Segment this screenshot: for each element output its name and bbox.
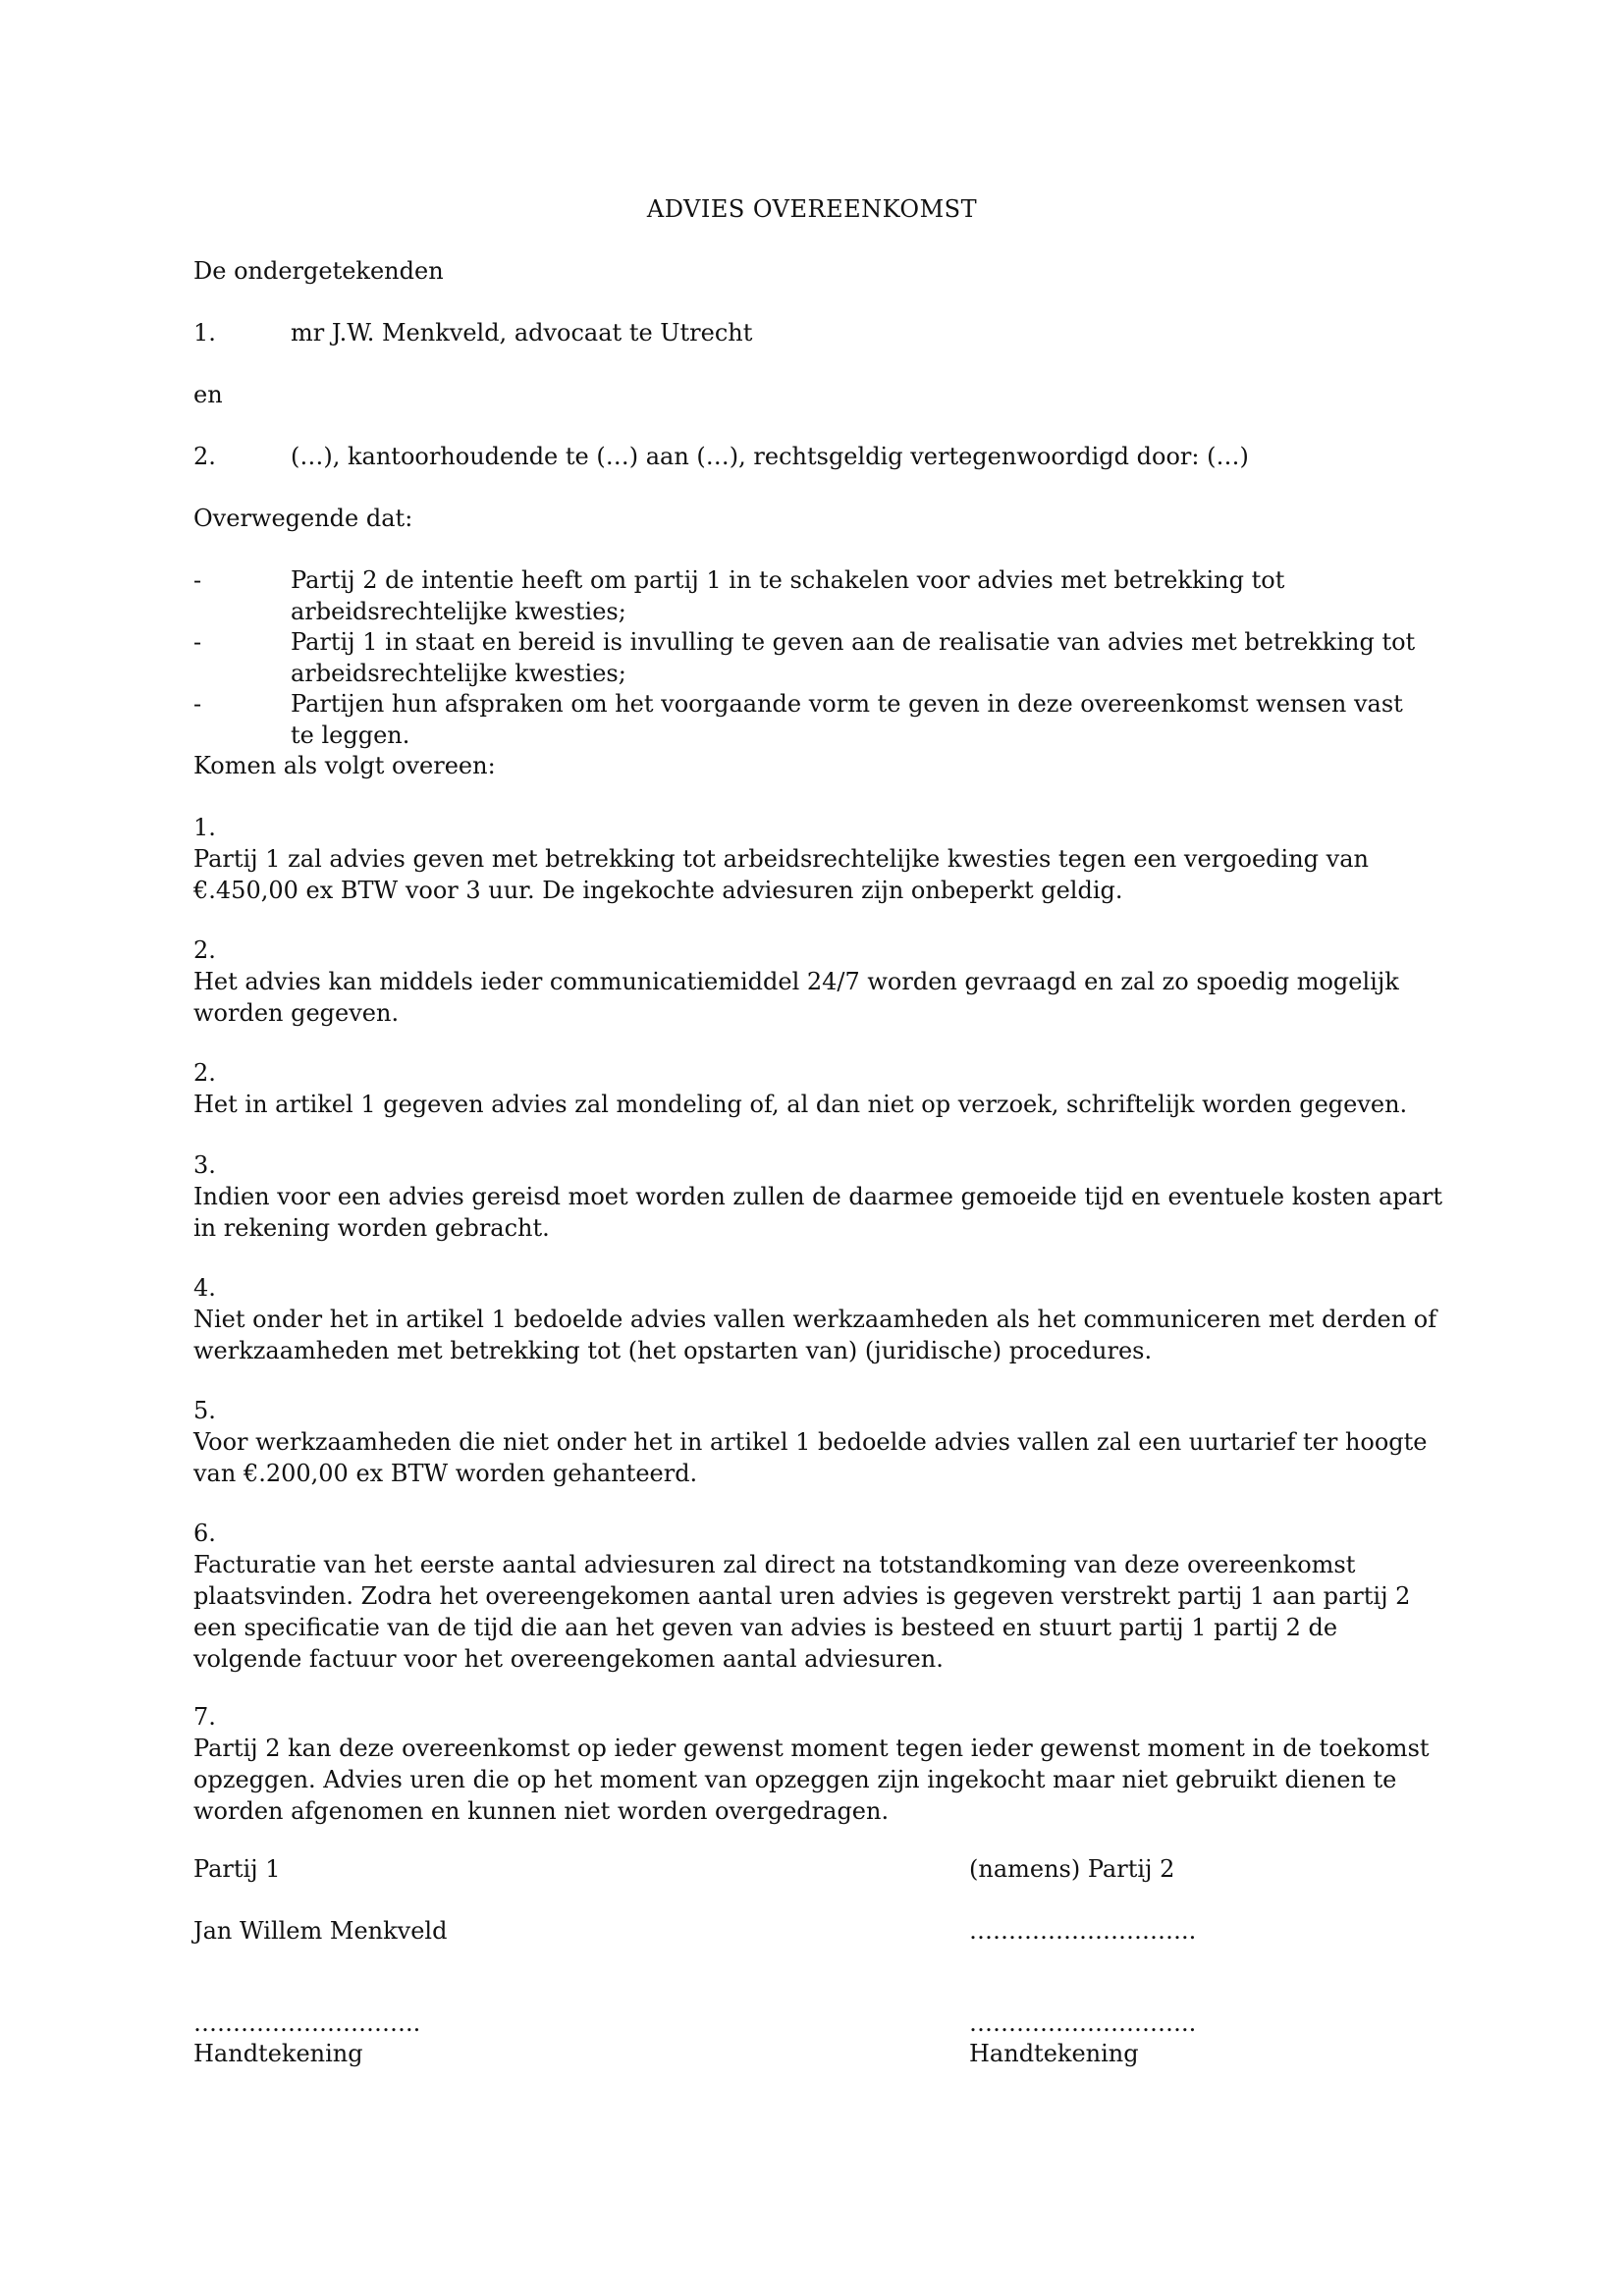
article-number: 2.: [193, 936, 216, 964]
article-text: Het in artikel 1 gegeven advies zal mondeling of, al dan niet op verzoek, schriftelijk worden gegeven.: [193, 1091, 1408, 1118]
article-text: Partij 1 zal advies geven met betrekking tot arbeidsrechtelijke kwesties tegen een vergoeding van €.450,00 ex BTW voor 3 uur. De ingekochte adviesuren zijn onbeperkt geldig.: [193, 845, 1369, 904]
article-text: Facturatie van het eerste aantal adviesuren zal direct na totstandkoming van deze overeenkomst plaatsvinden. Zodra het overeengekomen aantal uren advies is gegeven verstrekt partij 1 aan partij 2 een specificatie van de tijd die aan het geven van advies is besteed en stuurt partij 1 partij 2 de volgende factuur voor het overeengekomen aantal adviesuren.: [193, 1551, 1411, 1673]
article-number: 7.: [193, 1703, 216, 1731]
consideration-1-text: Partij 2 de intentie heeft om partij 1 in te schakelen voor advies met betrekking tot arbeidsrechtelijke kwesties;: [291, 566, 1285, 625]
article-4: [193, 1272, 1450, 1366]
consideration-2-text: Partij 1 in staat en bereid is invulling te geven aan de realisatie van advies met betrekking tot arbeidsrechtelijke kwesties;: [291, 628, 1416, 687]
party-1-number: 1.: [193, 319, 216, 347]
article-number: 3.: [193, 1151, 216, 1179]
signature-right-party: (namens) Partij 2: [969, 1855, 1175, 1883]
article-text: Voor werkzaamheden die niet onder het in artikel 1 bedoelde advies vallen zal een uurtarief ter hoogte van €.200,00 ex BTW worden gehanteerd.: [193, 1428, 1428, 1487]
consideration-1-marker: -: [193, 566, 202, 594]
article-text: Indien voor een advies gereisd moet worden zullen de daarmee gemoeide tijd en eventuele kosten apart in rekening worden gebracht.: [193, 1183, 1443, 1242]
article-7: [193, 1701, 1450, 1827]
considering-heading: Overwegende dat:: [193, 505, 413, 532]
article-number: 1.: [193, 814, 216, 841]
agreement-heading: Komen als volgt overeen:: [193, 752, 496, 779]
party-1-text: mr J.W. Menkveld, advocaat te Utrecht: [291, 319, 753, 347]
article-5: [193, 1395, 1450, 1489]
signature-left-name: Jan Willem Menkveld: [193, 1917, 448, 1945]
consideration-2-marker: -: [193, 628, 202, 656]
signature-right-label: Handtekening: [969, 2040, 1139, 2067]
article-3: [193, 1149, 1450, 1244]
article-6: [193, 1518, 1450, 1675]
article-text: Partij 2 kan deze overeenkomst op ieder gewenst moment tegen ieder gewenst moment in de toekomst opzeggen. Advies uren die op het moment van opzeggen zijn ingekocht maar niet gebruikt dienen te worden afgenomen en kunnen niet worden overgedragen.: [193, 1735, 1430, 1825]
signature-left-label: Handtekening: [193, 2040, 363, 2067]
party-2-text: (…), kantoorhoudende te (…) aan (…), rechtsgeldig vertegenwoordigd door: (…): [291, 443, 1249, 470]
consideration-3-marker: -: [193, 690, 202, 718]
intro-text: De ondergetekenden: [193, 257, 444, 285]
article-1: [193, 812, 1450, 906]
article-number: 5.: [193, 1397, 216, 1424]
signature-left-party: Partij 1: [193, 1855, 281, 1883]
article-2: [193, 934, 1450, 1029]
consideration-3-text: Partijen hun afspraken om het voorgaande vorm te geven in deze overeenkomst wensen vast te leggen.: [291, 690, 1403, 749]
connector-text: en: [193, 381, 223, 408]
article-2b: [193, 1057, 1450, 1120]
signature-right-line: ………………………..: [969, 2009, 1197, 2037]
article-number: 6.: [193, 1520, 216, 1547]
signature-left-line: ………………………..: [193, 2009, 421, 2037]
article-text: Het advies kan middels ieder communicatiemiddel 24/7 worden gevraagd en zal zo spoedig mogelijk worden gegeven.: [193, 968, 1399, 1027]
article-number: 2.: [193, 1059, 216, 1087]
document-title: ADVIES OVEREENKOMST: [646, 195, 978, 223]
party-2-number: 2.: [193, 443, 216, 470]
article-number: 4.: [193, 1274, 216, 1302]
article-text: Niet onder het in artikel 1 bedoelde advies vallen werkzaamheden als het communiceren met derden of werkzaamheden met betrekking tot (het opstarten van) (juridische) procedures.: [193, 1306, 1437, 1364]
signature-right-name-line: ………………………..: [969, 1917, 1197, 1945]
